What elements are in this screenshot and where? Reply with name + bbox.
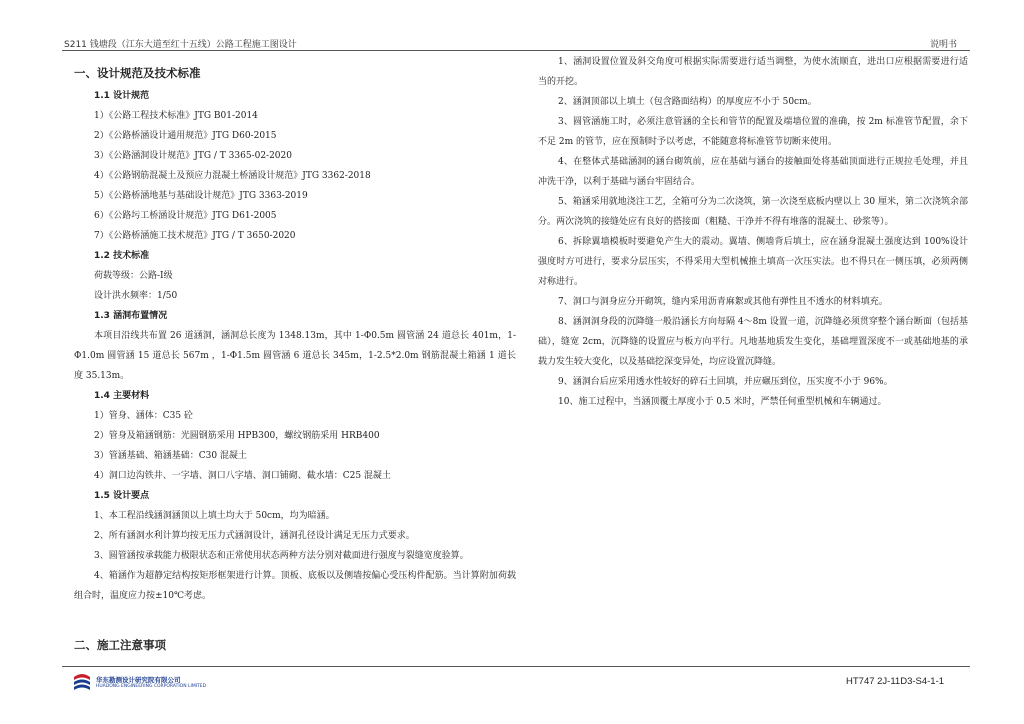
project-title: S211 钱塘段（江东大道至红十五线）公路工程施工图设计: [64, 40, 297, 50]
construction-note: 3、圆管涵施工时，必须注意管涵的全长和管节的配置及端墙位置的准确，按 2m 标准管节配置，余下不足 2m 的管节，应在预制时予以考虑，不能随意将标准管节切断来使用。: [538, 117, 968, 147]
document-type: 说明书: [930, 40, 958, 50]
construction-note: 2、涵洞顶部以上填土（包含路面结构）的厚度应不小于 50cm。: [558, 97, 817, 107]
left-column: [74, 62, 516, 606]
company-logo: [72, 671, 212, 697]
material-item: 4）洞口边沟铁井、一字墙、洞口八字墙、洞口铺砌、截水墙：C25 混凝土: [94, 471, 391, 481]
section-2-title: 二、施工注意事项: [74, 638, 166, 652]
construction-note: 7、洞口与洞身应分开砌筑，缝内采用沥青麻絮或其他有弹性且不透水的材料填充。: [558, 297, 888, 307]
header-rule: [62, 50, 970, 51]
spec-item: 3）《公路涵洞设计规范》JTG / T 3365-02-2020: [94, 151, 292, 161]
drawing-number: HT747 2J-11D3-S4-1-1: [846, 676, 945, 687]
spec-item: 1）《公路工程技术标准》JTG B01-2014: [94, 111, 258, 121]
construction-note: 5、箱涵采用就地浇注工艺，全箱可分为二次浇筑，第一次浇至底板内壁以上 30 厘米，第二次浇筑余部分。两次浇筑的接缝处应有良好的搭接面（粗糙、干净并不得有堆落的混凝土、砂浆等）。: [538, 197, 968, 227]
company-name-cn: 华东勘测设计研究院有限公司: [96, 676, 181, 684]
material-item: 1）管身、涵体：C35 砼: [94, 411, 193, 421]
subsection-1-3-title: 1.3 涵洞布置情况: [94, 311, 168, 321]
subsection-1-4-title: 1.4 主要材料: [94, 391, 150, 401]
construction-note: 4、在整体式基础涵洞的涵台砌筑前，应在基础与涵台的接触面处将基础顶面进行正规拉毛处理，并且冲洗干净，以利于基础与涵台牢固结合。: [538, 157, 968, 187]
construction-note: 9、涵洞台后应采用透水性较好的碎石土回填，并应碾压到位，压实度不小于 96%。: [558, 377, 893, 387]
material-item: 3）管涵基础、箱涵基础：C30 混凝土: [94, 451, 247, 461]
construction-note: 10、施工过程中，当涵顶覆土厚度小于 0.5 米时，严禁任何重型机械和车辆通过。: [558, 397, 887, 407]
subsection-1-5-title: 1.5 设计要点: [94, 491, 150, 501]
spec-item: 2）《公路桥涵设计通用规范》JTG D60-2015: [94, 131, 277, 141]
culvert-layout-paragraph: 本项目沿线共布置 26 道涵洞，涵洞总长度为 1348.13m，其中 1-Φ0.5m 圆管涵 24 道总长 401m，1-Φ1.0m 圆管涵 15 道总长 567m ，1-Φ1.5m 圆管涵 6 道总长 345m，1-2.5*2.0m 钢筋混凝土箱涵 1 道长度 35.13m。: [74, 331, 516, 381]
load-grade: 荷载等级：公路-Ⅰ级: [94, 271, 173, 281]
construction-note: 6、拆除翼墙模板时要避免产生大的震动。翼墙、侧墙背后填土，应在涵身混凝土强度达到 100%设计强度时方可进行，要求分层压实，不得采用大型机械推土填高一次压实法。也不得只在一侧压填，必须两侧对称进行。: [538, 237, 968, 287]
spec-item: 4）《公路钢筋混凝土及预应力混凝土桥涵设计规范》JTG 3362-2018: [94, 171, 371, 181]
spec-item: 5）《公路桥涵地基与基础设计规范》JTG 3363-2019: [94, 191, 308, 201]
subsection-1-2-title: 1.2 技术标准: [94, 251, 150, 261]
construction-note: 1、涵洞设置位置及斜交角度可根据实际需要进行适当调整，为使水流顺直，进出口应根据需要进行适当的开挖。: [538, 57, 968, 87]
subsection-1-1-title: 1.1 设计规范: [94, 91, 150, 101]
footer-rule: [62, 666, 970, 667]
spec-item: 7）《公路桥涵施工技术规范》JTG / T 3650-2020: [94, 231, 296, 241]
design-point: 2、所有涵洞水利计算均按无压力式涵洞设计，涵洞孔径设计满足无压力式要求。: [94, 531, 415, 541]
design-point: 4、箱涵作为超静定结构按矩形框架进行计算。顶板、底板以及侧墙按偏心受压构件配筋。当计算附加荷载组合时，温度应力按±10℃考虑。: [74, 571, 516, 601]
design-point: 1、本工程沿线涵洞涵顶以上填土均大于 50cm，均为暗涵。: [94, 511, 335, 521]
design-point: 3、圆管涵按承载能力极限状态和正常使用状态两种方法分别对截面进行强度与裂缝宽度验算。: [94, 551, 469, 561]
construction-note: 8、涵洞洞身段的沉降缝一般沿涵长方向每隔 4～8m 设置一道，沉降缝必须贯穿整个涵台断面（包括基础），缝宽 2cm，沉降缝的设置应与板方向平行。凡地基地质发生变化，基础埋置深度不一或基础地基的承载力发生较大变化，以及基础挖深变异处，均应设置沉降缝。: [538, 317, 968, 367]
company-logo-icon: [72, 671, 92, 695]
company-name-en: HUADONG ENGINEERING CORPORATION LIMITED: [96, 684, 207, 689]
right-column: [538, 52, 968, 412]
flood-frequency: 设计洪水频率：1/50: [94, 291, 178, 301]
section-1-title: 一、设计规范及技术标准: [74, 66, 201, 80]
material-item: 2）管身及箱涵钢筋：光圆钢筋采用 HPB300，螺纹钢筋采用 HRB400: [94, 431, 380, 441]
spec-item: 6）《公路圬工桥涵设计规范》JTG D61-2005: [94, 211, 277, 221]
